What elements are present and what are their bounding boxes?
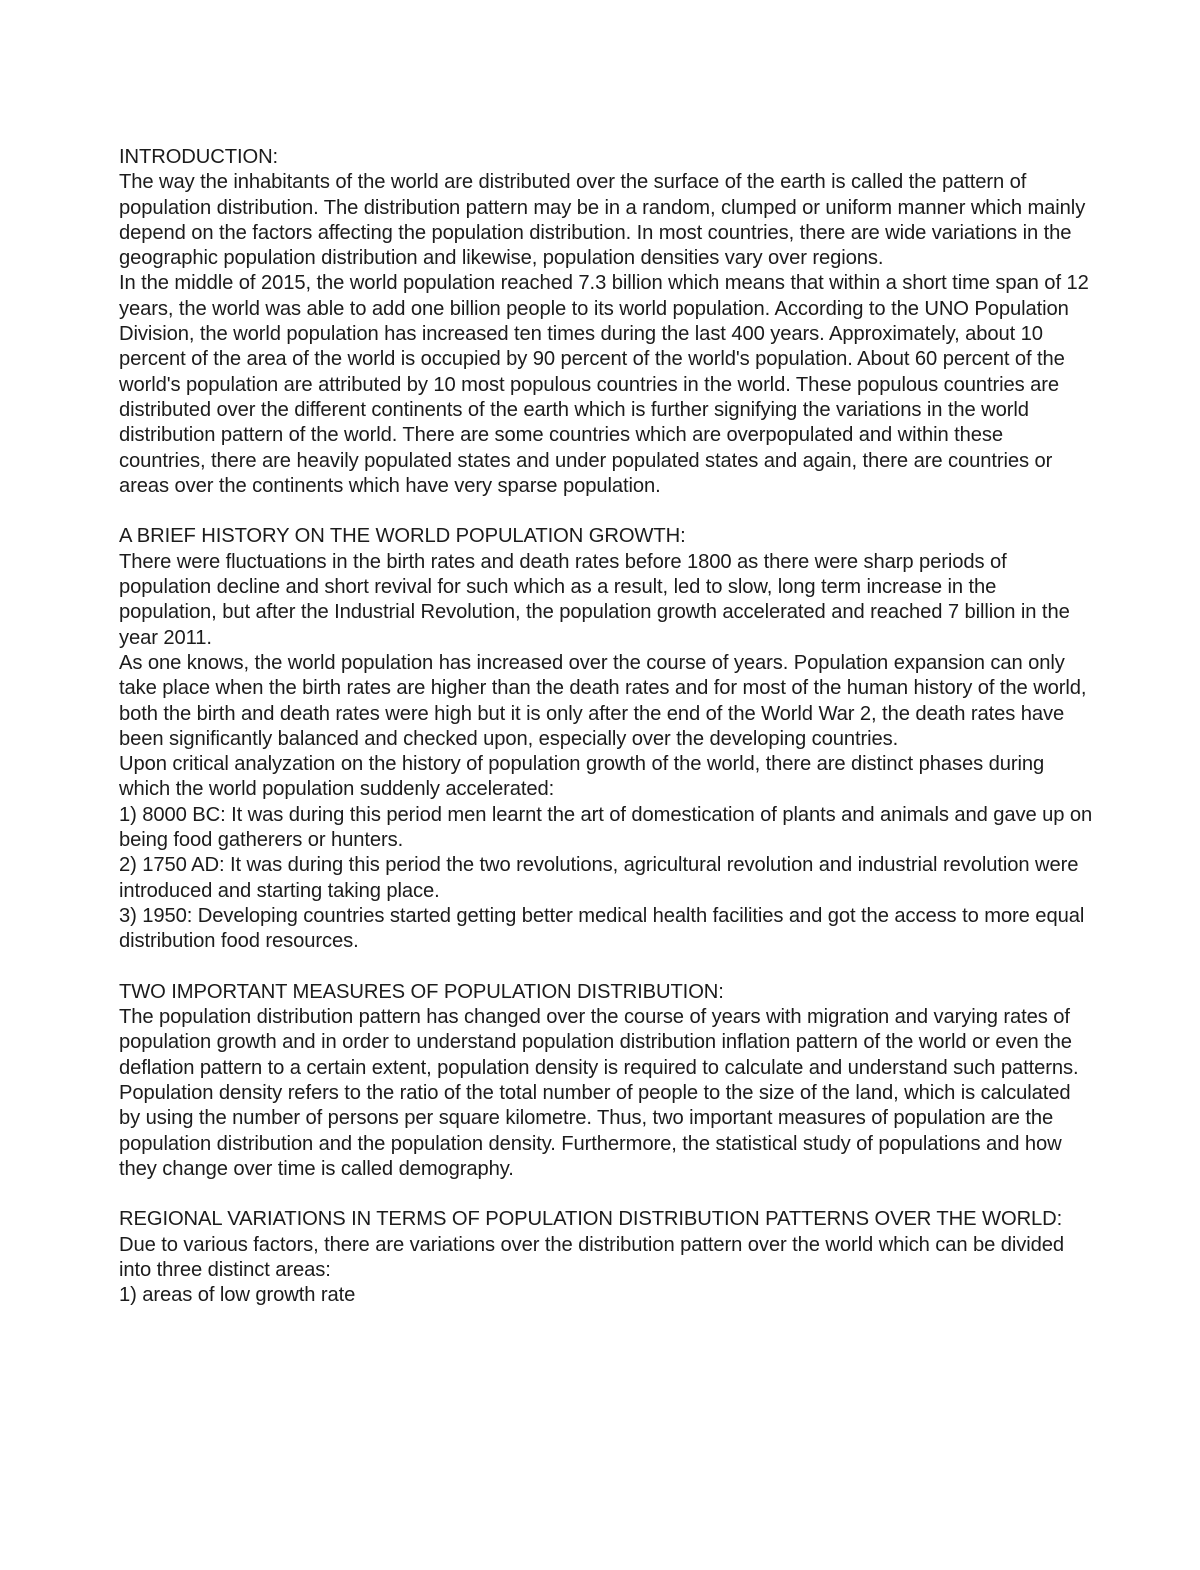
list-item: 3) 1950: Developing countries started getting better medical health facilities and got the access to more equal distribution food resources. xyxy=(119,904,1085,953)
paragraph: Upon critical analyzation on the history of population growth of the world, there are distinct phases during which the world population suddenly accelerated: xyxy=(119,753,1045,801)
paragraph: As one knows, the world population has increased over the course of years. Population expansion can only take place when the birth rates are higher than the death rates and for most of the human history of the world, both the birth and death rates were high but it is only after the end of the World War 2, the death rates have been significantly balanced and checked upon, especially over the developing countries. xyxy=(119,651,1087,750)
paragraph: The way the inhabitants of the world are distributed over the surface of the earth is called the pattern of population distribution. The distribution pattern may be in a random, clumped or uniform manner which mainly depend on the factors affecting the population distribution. In most countries, there are wide variations in the geographic population distribution and likewise, population densities vary over regions. xyxy=(119,171,1086,270)
section-measures xyxy=(119,980,1094,1182)
section-introduction xyxy=(119,145,1094,499)
document-page xyxy=(119,145,1094,1309)
section-regional-variations xyxy=(119,1207,1094,1308)
section-gap xyxy=(119,1182,1094,1207)
section-heading: INTRODUCTION: xyxy=(119,146,279,168)
section-heading: REGIONAL VARIATIONS IN TERMS OF POPULATION DISTRIBUTION PATTERNS OVER THE WORLD: xyxy=(119,1208,1063,1231)
paragraph: The population distribution pattern has changed over the course of years with migration and varying rates of population growth and in order to understand population distribution inflation pattern of the world or even the deflation pattern to a certain extent, population density is required to calculate and understand such patterns. Population density refers to the ratio of the total number of people to the size of the land, which is calculated by using the number of persons per square kilometre. Thus, two important measures of population are the population distribution and the population density. Furthermore, the statistical study of populations and how they change over time is called demography. xyxy=(119,1006,1079,1180)
section-gap xyxy=(119,499,1094,524)
section-history xyxy=(119,524,1094,954)
section-heading: A BRIEF HISTORY ON THE WORLD POPULATION GROWTH: xyxy=(119,525,686,548)
paragraph: There were fluctuations in the birth rates and death rates before 1800 as there were sharp periods of population decline and short revival for such which as a result, led to slow, long term increase in the population, but after the Industrial Revolution, the population growth accelerated and reached 7 billion in the year 2011. xyxy=(119,550,1070,649)
list-item: 1) areas of low growth rate xyxy=(119,1284,356,1307)
list-item: 1) 8000 BC: It was during this period men learnt the art of domestication of plants and animals and gave up on being food gatherers or hunters. xyxy=(119,803,1093,852)
section-gap xyxy=(119,955,1094,980)
paragraph: In the middle of 2015, the world population reached 7.3 billion which means that within a short time span of 12 years, the world was able to add one billion people to its world population. According to the UNO Population Division, the world population has increased ten times during the last 400 years. Approximately, about 10 percent of the area of the world is occupied by 90 percent of the world's population. About 60 percent of the world's population are attributed by 10 most populous countries in the world. These populous countries are distributed over the different continents of the earth which is further signifying the variations in the world distribution pattern of the world. There are some countries which are overpopulated and within these countries, there are heavily populated states and under populated states and again, there are countries or areas over the continents which have very sparse population. xyxy=(119,272,1089,497)
list-item: 2) 1750 AD: It was during this period the two revolutions, agricultural revolution and industrial revolution were introduced and starting taking place. xyxy=(119,854,1079,902)
section-heading: TWO IMPORTANT MEASURES OF POPULATION DISTRIBUTION: xyxy=(119,980,724,1003)
paragraph: Due to various factors, there are variations over the distribution pattern over the world which can be divided into three distinct areas: xyxy=(119,1233,1065,1282)
